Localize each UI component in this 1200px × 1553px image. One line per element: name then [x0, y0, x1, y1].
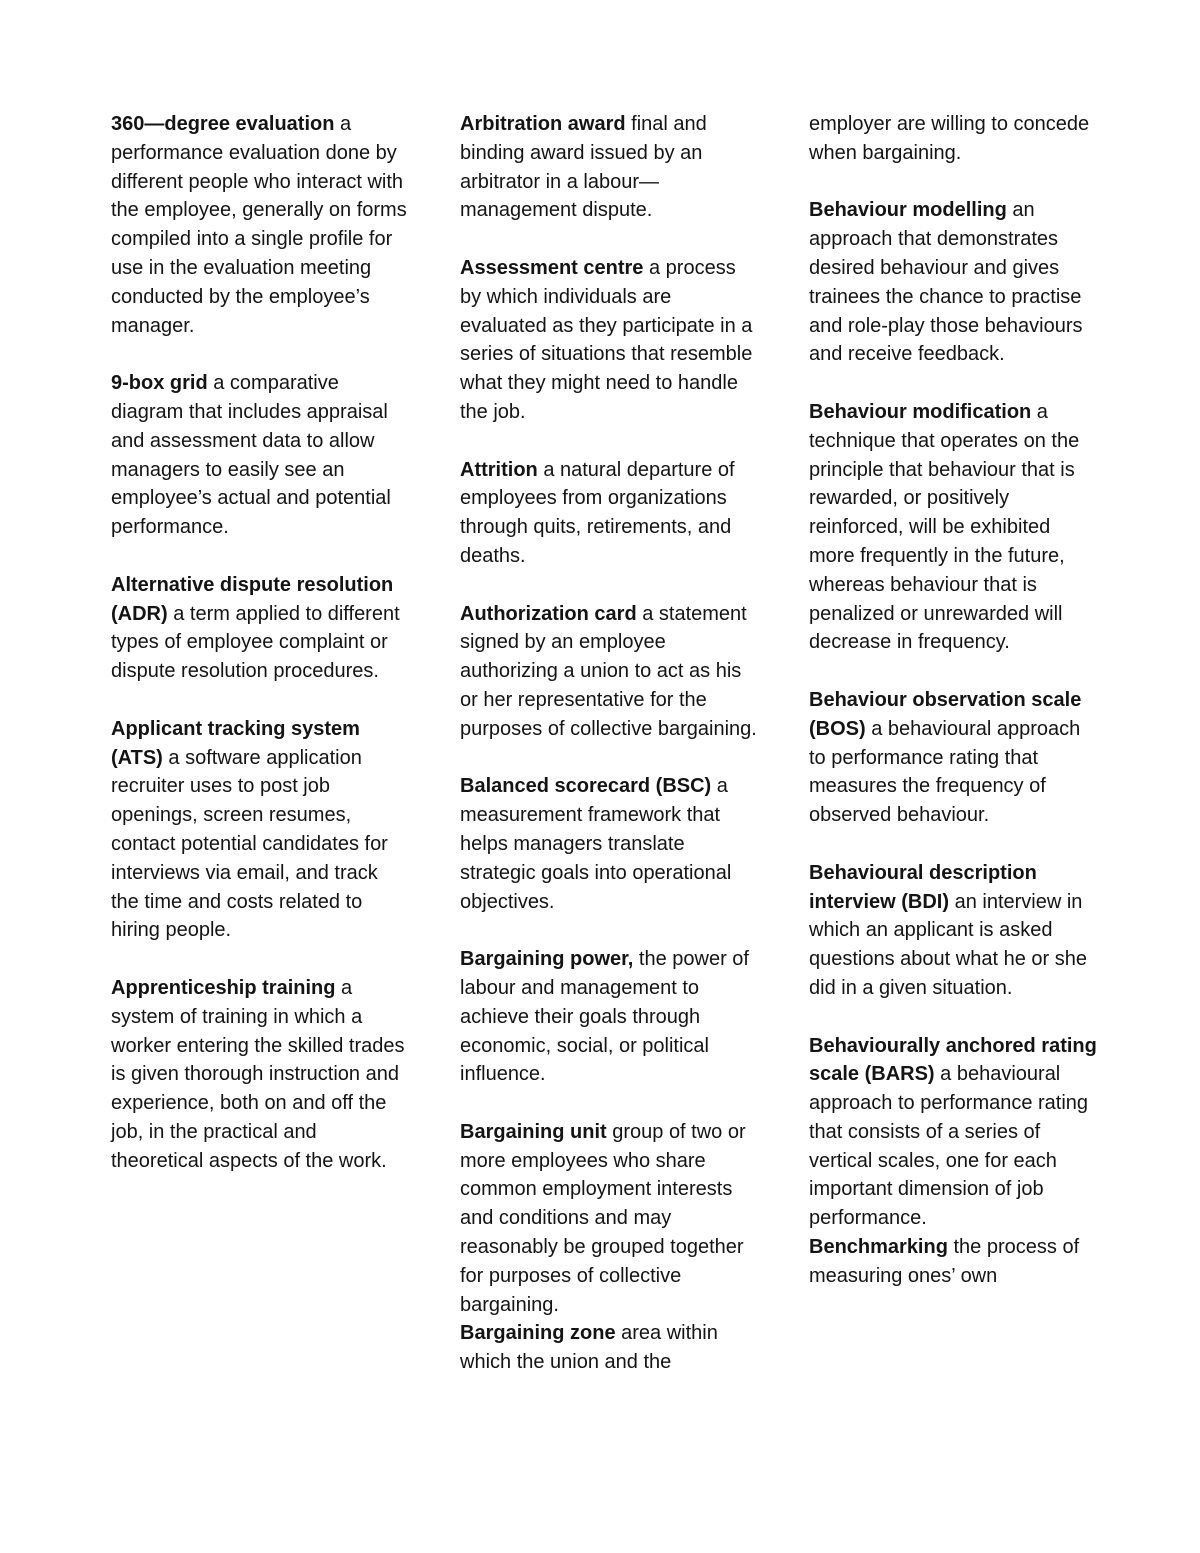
glossary-definition: an approach that demonstrates desired behaviour and gives trainees the chance to practise and role-play those behaviours and receive feedback. [809, 199, 1083, 366]
glossary-entry [460, 456, 760, 571]
glossary-entry [809, 1032, 1099, 1234]
glossary-term: Bargaining zone [460, 1322, 616, 1345]
glossary-entry [809, 398, 1099, 657]
glossary-definition: a comparative diagram that includes appraisal and assessment data to allow managers to easily see an employee’s actual and potential performance. [111, 372, 391, 539]
glossary-entry [111, 974, 411, 1176]
glossary-term: Apprenticeship training [111, 976, 336, 999]
glossary-entry [460, 1118, 760, 1320]
glossary-term: Attrition [460, 458, 538, 481]
glossary-entry [460, 600, 760, 744]
glossary-definition: a statement signed by an employee authorizing a union to act as his or her representative for the purposes of collective bargaining. [460, 602, 757, 740]
glossary-entry-continued [809, 110, 1099, 168]
glossary-entry [111, 571, 411, 686]
glossary-definition: area within which the union and the [460, 1322, 718, 1374]
glossary-entry [809, 196, 1099, 369]
glossary-term: Alternative dispute resolution (ADR) [111, 573, 394, 625]
glossary-term: Benchmarking [809, 1236, 948, 1259]
glossary-column-3 [809, 110, 1099, 1319]
glossary-definition: a process by which individuals are evaluated as they participate in a series of situations that resemble what they might need to handle the job. [460, 256, 753, 423]
glossary-definition: employer are willing to concede when bargaining. [809, 113, 1090, 164]
glossary-entry [460, 945, 760, 1089]
glossary-definition: a technique that operates on the principle that behaviour that is rewarded, or positively reinforced, will be exhibited more frequently in the future, whereas behaviour that is penalized or unrewarded will decrease in frequency. [809, 400, 1080, 654]
glossary-definition: a system of training in which a worker entering the skilled trades is given thorough instruction and experience, both on and off the job, in the practical and theoretical aspects of the work. [111, 976, 405, 1172]
glossary-definition: an interview in which an applicant is asked questions about what he or she did in a given situation. [809, 890, 1087, 999]
glossary-term: Bargaining unit [460, 1120, 607, 1143]
glossary-definition: the power of labour and management to achieve their goals through economic, social, or political influence. [460, 948, 749, 1086]
glossary-definition: the process of measuring ones’ own [809, 1236, 1080, 1287]
glossary-entry [809, 1233, 1099, 1291]
glossary-definition: final and binding award issued by an arbitrator in a labour— management dispute. [460, 113, 707, 222]
glossary-definition: a performance evaluation done by different people who interact with the employee, generally on forms compiled into a single profile for use in the evaluation meeting conducted by the employee’s manager. [111, 113, 407, 337]
glossary-definition: a term applied to different types of employee complaint or dispute resolution procedures. [111, 602, 400, 683]
glossary-term: Authorization card [460, 602, 637, 625]
glossary-term: Assessment centre [460, 256, 644, 279]
glossary-entry [809, 859, 1099, 1003]
glossary-entry [809, 686, 1099, 830]
glossary-term: Applicant tracking system (ATS) [111, 717, 360, 769]
glossary-term: Behavioural description interview (BDI) [809, 861, 1037, 913]
glossary-entry [111, 110, 411, 340]
glossary-term: 9-box grid [111, 372, 208, 395]
glossary-term: Behaviourally anchored rating scale (BARS) [809, 1034, 1097, 1086]
glossary-term: Arbitration award [460, 113, 626, 135]
glossary-term: Behaviour observation scale (BOS) [809, 688, 1082, 740]
glossary-column-2 [460, 110, 760, 1406]
glossary-definition: a behavioural approach to performance rating that consists of a series of vertical scales, one for each important dimension of job performance. [809, 1063, 1089, 1230]
glossary-term: Behaviour modification [809, 400, 1032, 423]
glossary-entry [111, 369, 411, 542]
glossary-definition: a behavioural approach to performance rating that measures the frequency of observed behaviour. [809, 717, 1081, 827]
glossary-term: 360—degree evaluation [111, 113, 335, 135]
glossary-entry [460, 110, 760, 225]
glossary-term: Balanced scorecard (BSC) [460, 775, 712, 798]
glossary-column-1 [111, 110, 411, 1204]
glossary-term: Behaviour modelling [809, 199, 1007, 222]
glossary-entry [111, 715, 411, 945]
glossary-entry [460, 1319, 760, 1377]
glossary-term: Bargaining power, [460, 948, 634, 971]
glossary-definition: group of two or more employees who share common employment interests and conditions and may reasonably be grouped together for purposes of collective bargaining. [460, 1120, 746, 1316]
glossary-entry [460, 772, 760, 916]
glossary-definition: a natural departure of employees from organizations through quits, retirements, and deaths. [460, 458, 735, 567]
glossary-definition: a measurement framework that helps managers translate strategic goals into operational objectives. [460, 775, 732, 913]
glossary-definition: a software application recruiter uses to post job openings, screen resumes, contact potential candidates for interviews via email, and track the time and costs related to hiring people. [111, 746, 388, 942]
glossary-entry [460, 254, 760, 427]
